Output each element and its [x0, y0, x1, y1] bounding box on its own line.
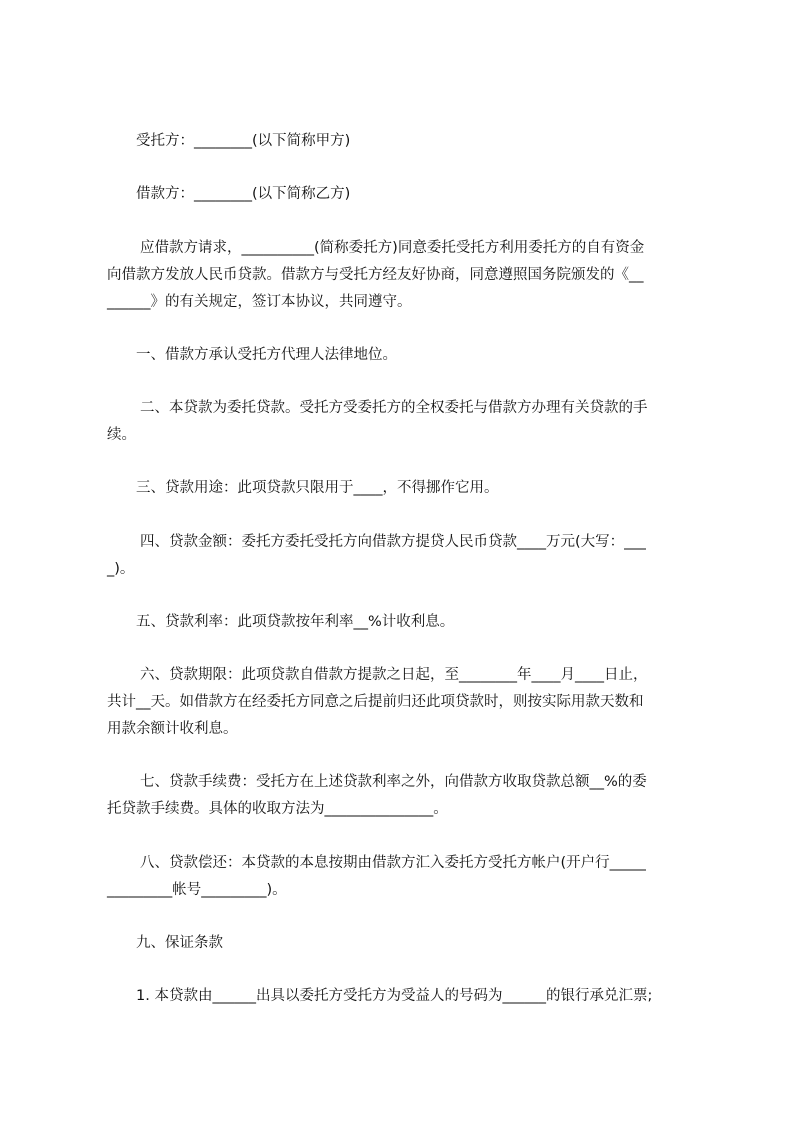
clause-4-line-2: _)。 — [107, 561, 135, 577]
clause-6-line-1: 六、贷款期限：此项贷款自借款方提款之日起，至________年____月____日止， — [140, 667, 648, 683]
clause-1: 一、借款方承认受托方代理人法律地位。 — [136, 347, 397, 363]
clause-8-line-2: _________帐号_________)。 — [107, 882, 287, 898]
clause-4-line-1: 四、贷款金额：委托方委托受托方向借款方提贷人民币贷款____万元(大写：___ — [140, 534, 646, 550]
clause-9-item-1: 1. 本贷款由______出具以委托方受托方为受益人的号码为______的银行承兑汇票; — [136, 988, 653, 1004]
clause-7-line-2: 托贷款手续费。具体的收取方法为_______________。 — [107, 801, 448, 817]
clause-7-line-1: 七、贷款手续费：受托方在上述贷款利率之外，向借款方收取贷款总额__%的委 — [140, 774, 647, 790]
clause-9-heading: 九、保证条款 — [136, 935, 223, 951]
clause-2-line-1: 二、本贷款为委托贷款。受托方受委托方的全权委托与借款方办理有关贷款的手 — [140, 400, 648, 416]
clause-5: 五、贷款利率：此项贷款按年利率__%计收利息。 — [136, 614, 455, 630]
preamble-line-3: ______》的有关规定，签订本协议，共同遵守。 — [107, 294, 412, 310]
clause-6-line-3: 用款余额计收利息。 — [107, 721, 238, 737]
trustee-line: 受托方：________(以下简称甲方) — [136, 133, 351, 149]
preamble-line-2: 向借款方发放人民币贷款。借款方与受托方经友好协商，同意遵照国务院颁发的《__ — [107, 267, 644, 283]
borrower-line: 借款方：________(以下简称乙方) — [136, 186, 351, 202]
clause-3: 三、贷款用途：此项贷款只限用于____，不得挪作它用。 — [136, 480, 499, 496]
clause-6-line-2: 共计__天。如借款方在经委托方同意之后提前归还此项贷款时，则按实际用款天数和 — [107, 694, 644, 710]
clause-2-line-2: 续。 — [107, 427, 136, 443]
clause-8-line-1: 八、贷款偿还：本贷款的本息按期由借款方汇入委托方受托方帐户(开户行_____ — [140, 855, 646, 871]
preamble-line-1: 应借款方请求，__________(简称委托方)同意委托受托方利用委托方的自有资金 — [140, 240, 645, 256]
